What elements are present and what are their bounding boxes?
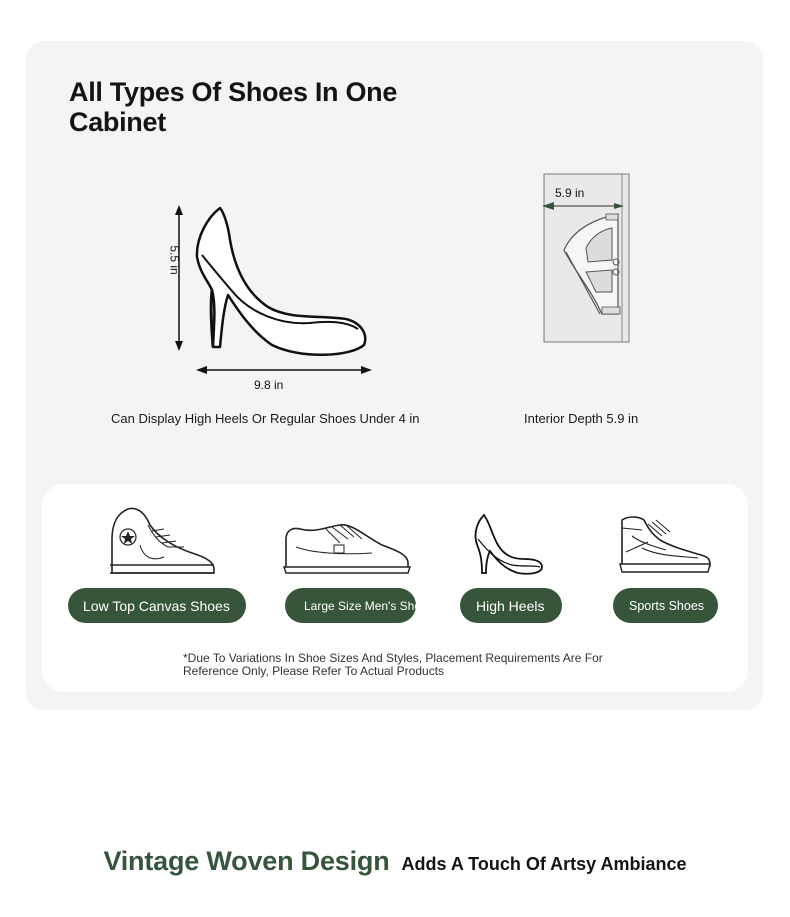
heel-length-label: 9.8 in [254, 378, 284, 392]
depth-caption: Interior Depth 5.9 in [524, 411, 639, 426]
high-heel-dimension-diagram [150, 195, 390, 405]
shoe-type-mens: Large Size Men's Shoes [285, 588, 416, 623]
shoe-type-canvas: Low Top Canvas Shoes [68, 588, 246, 623]
footer-rest-text: Adds A Touch Of Artsy Ambiance [401, 854, 687, 874]
page-title: All Types Of Shoes In One Cabinet [69, 77, 398, 137]
shoe-type-sports: Sports Shoes [613, 588, 718, 623]
high-heel-icon [472, 513, 546, 577]
footer-tagline [0, 846, 790, 877]
footer-accent-text: Vintage Woven Design [103, 846, 390, 876]
heel-height-label: 5.5 in [167, 245, 182, 275]
heel-caption: Can Display High Heels Or Regular Shoes Under 4 in [111, 411, 420, 426]
canvas-sneaker-icon [104, 503, 218, 577]
shoe-type-high-heels: High Heels [460, 588, 562, 623]
cabinet-depth-diagram [530, 168, 640, 353]
placement-note: *Due To Variations In Shoe Sizes And Styles, Placement Requirements Are For Reference Only, Please Refer To Actual Products [183, 651, 603, 678]
depth-label: 5.9 in [555, 186, 585, 200]
mens-shoe-icon [282, 517, 412, 577]
sports-shoe-icon [618, 512, 712, 576]
